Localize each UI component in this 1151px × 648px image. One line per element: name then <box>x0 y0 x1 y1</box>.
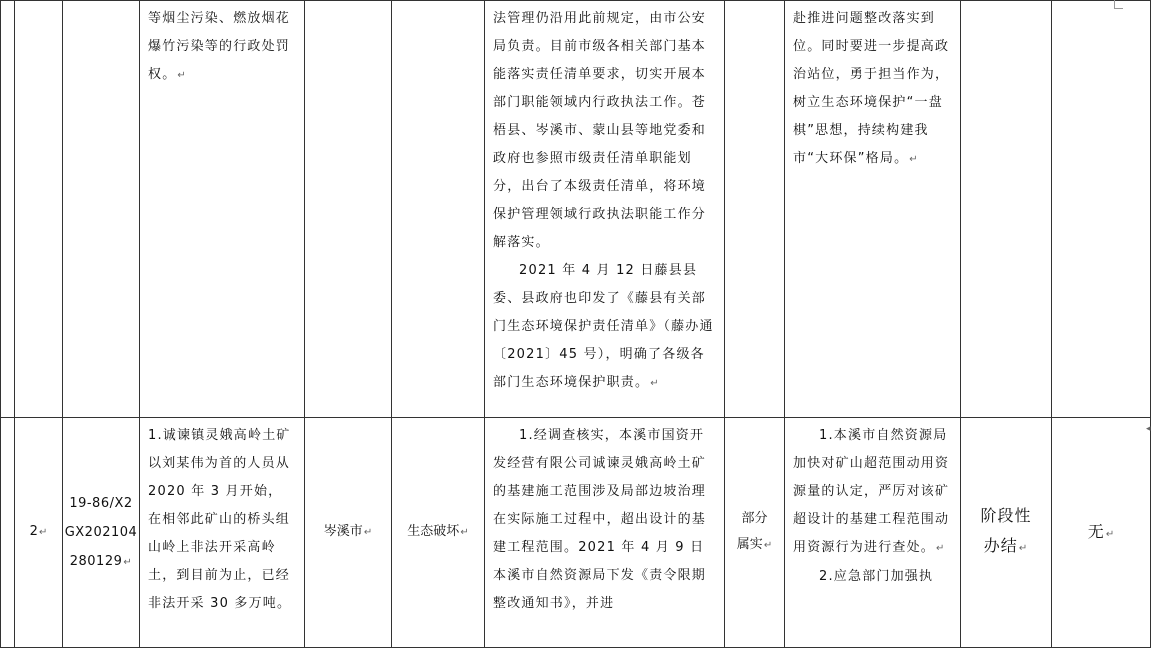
measures-cell <box>785 1 961 418</box>
accountability-cell <box>1052 418 1151 648</box>
category-cell <box>392 1 485 418</box>
category-cell <box>392 418 485 648</box>
margin-cell <box>1 1 15 418</box>
measures-text-2: 2.应急部门加强执 <box>819 569 934 584</box>
seq-cell <box>15 1 63 418</box>
status-line: 办结 <box>983 536 1018 555</box>
verification-line: 部分 <box>741 511 768 526</box>
complaint-text: 1.诚谏镇灵娥高岭土矿以刘某伟为首的人员从 2020 年 3 月开始，在相邻此矿山的桥头组山岭上非法开采高岭土，到目前为止，已经非法开采 30 多万吨。 <box>148 428 292 611</box>
seq-cell <box>15 418 63 648</box>
status-line: 阶段性 <box>980 506 1032 525</box>
verification-line: 属实 <box>736 537 763 552</box>
paragraph-mark: ↵ <box>1105 528 1115 540</box>
case-number-line: 280129 <box>69 553 123 569</box>
investigation-text-2: 2021 年 4 月 12 日藤县县委、县政府也印发了《藤县有关部门生态环境保护责任清单》（藤办通〔2021〕45 号），明确了各级各部门生态环境保护职责。 <box>493 263 714 390</box>
table-row <box>1 1 1151 418</box>
paragraph-mark: ↵ <box>1018 543 1029 554</box>
paragraph-mark: ↵ <box>763 540 773 551</box>
case-number-line: GX202104 <box>64 524 138 540</box>
investigation-text: 1.经调查核实，本溪市国资开发经营有限公司诚谏灵娥高岭土矿的基建施工范围涉及局部边坡治理在实际施工过程中，超出设计的基建工程范围。2021 年 4 月 9 日本溪市自然资源局下发《责令限期整改通知书》，并进 <box>493 428 707 611</box>
margin-cell <box>1 418 15 648</box>
row-end-mark: ◂ <box>1146 424 1151 434</box>
region-cell <box>305 418 392 648</box>
region-cell <box>305 1 392 418</box>
measures-text: 赴推进问题整改落实到位。同时要进一步提高政治站位，勇于担当作为，树立生态环境保护“一盘棋”思想，持续构建我市“大环保”格局。 <box>793 11 950 166</box>
investigation-cell <box>485 1 725 418</box>
seq-number: 2 <box>29 524 38 539</box>
complaint-cell <box>140 1 305 418</box>
accountability-text: 无 <box>1087 521 1105 541</box>
accountability-cell <box>1052 1 1151 418</box>
case-number-line: 19-86/X2 <box>69 495 133 511</box>
investigation-cell <box>485 418 725 648</box>
paragraph-mark: ↵ <box>177 70 187 81</box>
case-number-cell <box>63 1 140 418</box>
page-corner-mark <box>1114 0 1123 9</box>
paragraph-mark: ↵ <box>123 556 133 568</box>
verification-cell <box>725 418 785 648</box>
measures-cell <box>785 418 961 648</box>
status-cell <box>961 418 1052 648</box>
paragraph-mark: ↵ <box>38 527 48 538</box>
case-number-cell <box>63 418 140 648</box>
investigation-text: 法管理仍沿用此前规定，由市公安局负责。目前市级各相关部门基本能落实责任清单要求，切实开展本部门职能领域内行政执法工作。苍梧县、岑溪市、蒙山县等地党委和政府也参照市级责任清单职能划分，出台了本级责任清单，将环境保护管理领域行政执法职能工作分解落实。 <box>493 11 707 250</box>
paragraph-mark: ↵ <box>650 378 660 389</box>
complaint-text: 等烟尘污染、燃放烟花爆竹污染等的行政处罚权。 <box>148 11 291 82</box>
category-text: 生态破坏 <box>407 524 460 539</box>
region-text: 岑溪市 <box>323 524 363 539</box>
table-row <box>1 418 1151 648</box>
measures-text: 1.本溪市自然资源局加快对矿山超范围动用资源量的认定，严厉对该矿超设计的基建工程范围动用资源行为进行查处。 <box>793 428 950 555</box>
paragraph-mark: ↵ <box>363 527 373 538</box>
paragraph-mark: ↵ <box>936 543 946 554</box>
status-cell <box>961 1 1052 418</box>
complaint-cell <box>140 418 305 648</box>
paragraph-mark: ↵ <box>460 527 469 538</box>
paragraph-mark: ↵ <box>909 154 919 165</box>
verification-cell <box>725 1 785 418</box>
